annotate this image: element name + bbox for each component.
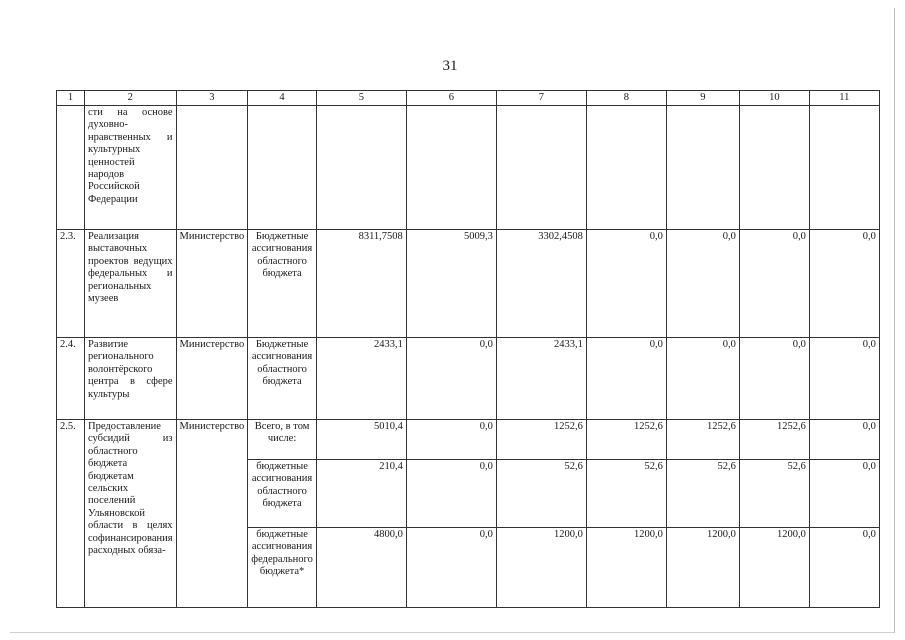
value-cell: 1200,0 (739, 528, 809, 608)
column-header: 3 (176, 91, 248, 106)
column-header: 5 (316, 91, 406, 106)
column-header: 6 (406, 91, 496, 106)
value-cell: 0,0 (586, 230, 666, 338)
value-cell: 8311,7508 (316, 230, 406, 338)
responsible (176, 106, 248, 230)
value-cell: 1252,6 (496, 420, 586, 460)
column-header: 11 (809, 91, 879, 106)
measure-name: сти на основе духовно-нравственных и культурных ценностей народов Российской Федерации (85, 106, 177, 230)
row-number (57, 106, 85, 230)
value-cell (586, 106, 666, 230)
value-cell: 1252,6 (739, 420, 809, 460)
value-cell: 5009,3 (406, 230, 496, 338)
funding-source: Всего, в том числе: (248, 420, 317, 460)
column-header: 8 (586, 91, 666, 106)
funding-source: бюджетные ассигнования областного бюджета (248, 460, 317, 528)
value-cell: 0,0 (809, 420, 879, 460)
value-cell: 1200,0 (586, 528, 666, 608)
column-header: 4 (248, 91, 317, 106)
funding-source: бюджетные ассигнования федерального бюджета* (248, 528, 317, 608)
value-cell: 0,0 (739, 230, 809, 338)
value-cell: 210,4 (316, 460, 406, 528)
table-row (57, 230, 880, 338)
table-row (57, 106, 880, 230)
budget-table (56, 90, 880, 608)
value-cell: 52,6 (586, 460, 666, 528)
value-cell: 0,0 (666, 338, 739, 420)
funding-source: Бюджетные ассигнования областного бюджета (248, 230, 317, 338)
responsible: Министерство (176, 420, 248, 608)
value-cell: 52,6 (739, 460, 809, 528)
row-number: 2.5. (57, 420, 85, 608)
value-cell: 4800,0 (316, 528, 406, 608)
column-header: 9 (666, 91, 739, 106)
value-cell: 0,0 (406, 420, 496, 460)
value-cell: 3302,4508 (496, 230, 586, 338)
measure-name: Реализация выставочных проектов ведущих федеральных и региональных музеев (85, 230, 177, 338)
value-cell: 0,0 (809, 528, 879, 608)
column-header: 10 (739, 91, 809, 106)
value-cell: 52,6 (666, 460, 739, 528)
responsible: Министерство (176, 230, 248, 338)
table-row (57, 420, 880, 460)
column-header: 1 (57, 91, 85, 106)
value-cell (739, 106, 809, 230)
value-cell: 2433,1 (496, 338, 586, 420)
value-cell: 0,0 (406, 528, 496, 608)
value-cell: 5010,4 (316, 420, 406, 460)
value-cell: 0,0 (666, 230, 739, 338)
measure-name: Развитие регионального волонтёрского центра в сфере культуры (85, 338, 177, 420)
column-header: 7 (496, 91, 586, 106)
row-number: 2.3. (57, 230, 85, 338)
value-cell: 0,0 (406, 460, 496, 528)
measure-name: Предоставление субсидий из областного бюджета бюджетам сельских поселений Ульяновской области в целях софинансирования расходных обяза- (85, 420, 177, 608)
value-cell: 0,0 (809, 460, 879, 528)
value-cell: 1200,0 (666, 528, 739, 608)
column-header: 2 (85, 91, 177, 106)
table-row (57, 338, 880, 420)
value-cell (496, 106, 586, 230)
value-cell: 0,0 (739, 338, 809, 420)
value-cell: 0,0 (809, 230, 879, 338)
header-row (57, 91, 880, 106)
funding-source (248, 106, 317, 230)
value-cell: 0,0 (406, 338, 496, 420)
value-cell (809, 106, 879, 230)
page-number: 31 (442, 58, 458, 74)
value-cell: 2433,1 (316, 338, 406, 420)
responsible: Министерство (176, 338, 248, 420)
value-cell (316, 106, 406, 230)
value-cell: 1252,6 (666, 420, 739, 460)
row-number: 2.4. (57, 338, 85, 420)
value-cell (406, 106, 496, 230)
funding-source: Бюджетные ассигнования областного бюджета (248, 338, 317, 420)
value-cell: 52,6 (496, 460, 586, 528)
value-cell (666, 106, 739, 230)
value-cell: 0,0 (586, 338, 666, 420)
value-cell: 1252,6 (586, 420, 666, 460)
value-cell: 0,0 (809, 338, 879, 420)
value-cell: 1200,0 (496, 528, 586, 608)
